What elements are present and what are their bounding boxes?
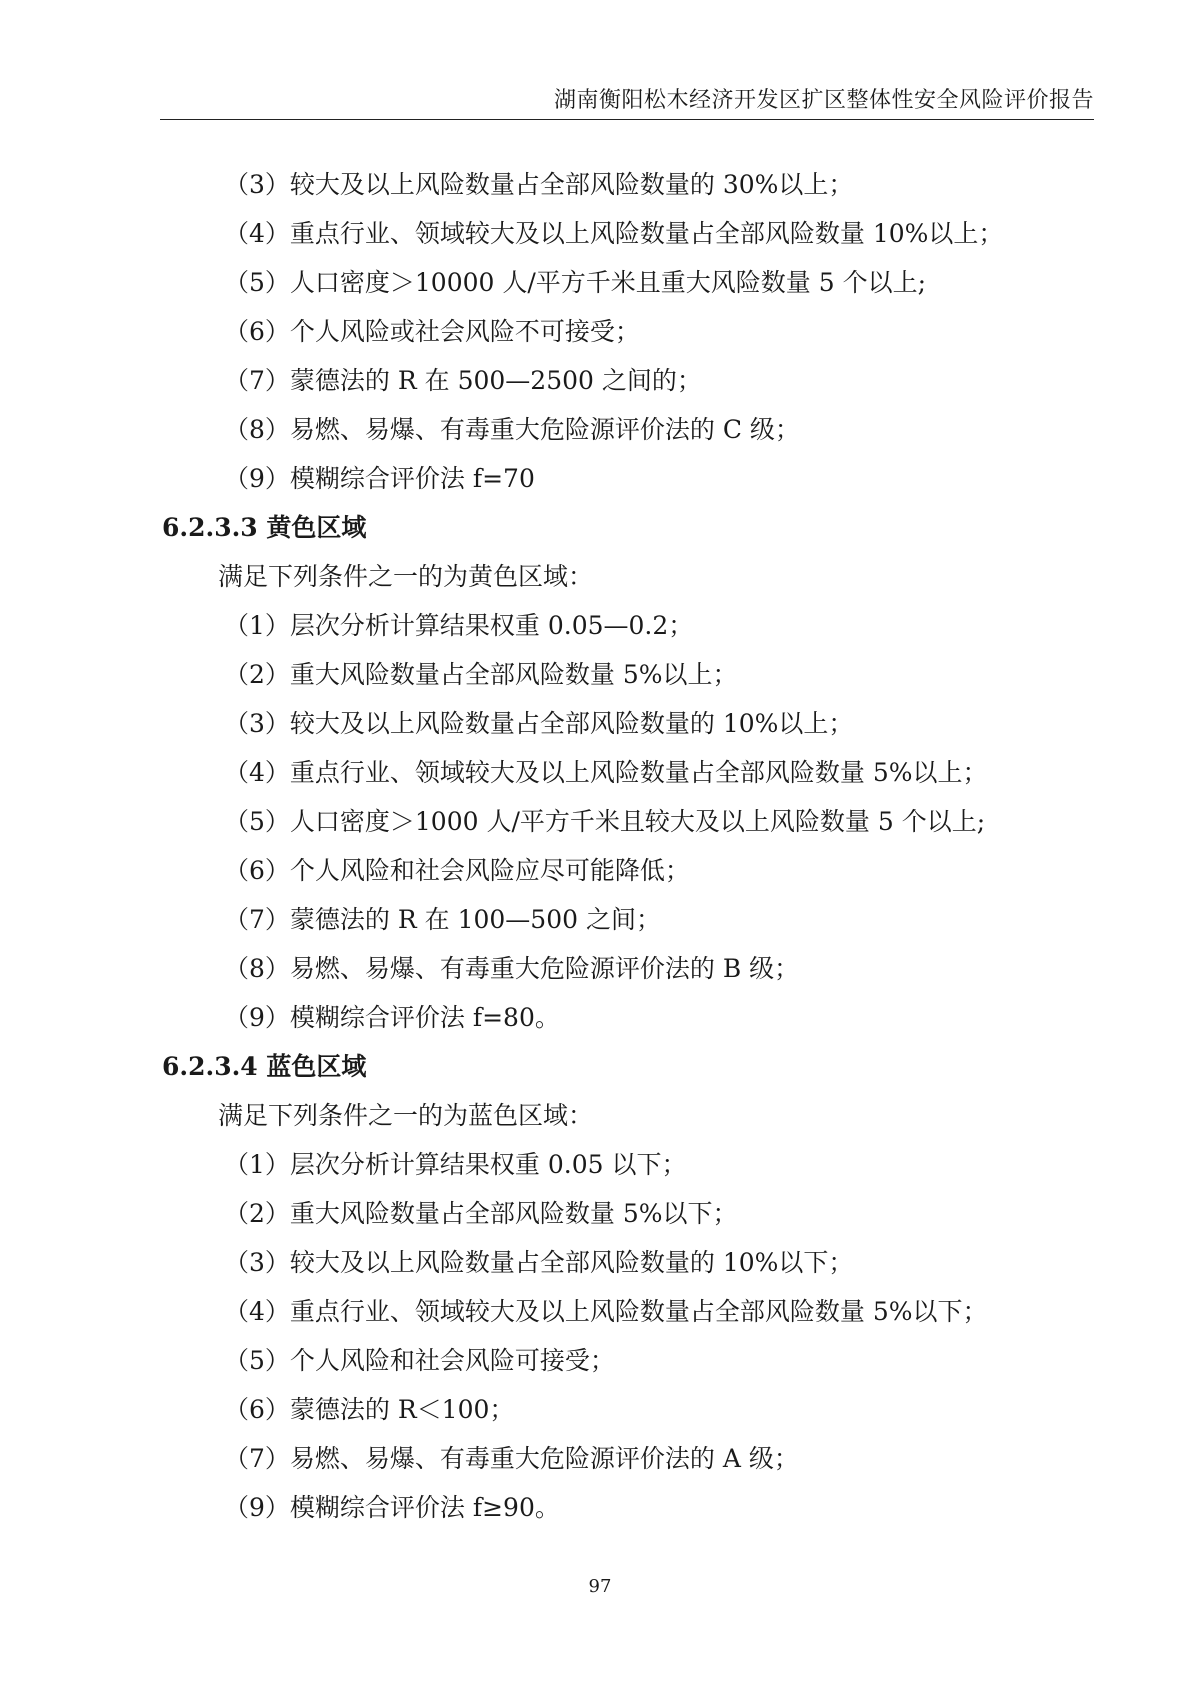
section-heading-yellow: 6.2.3.3 黄色区域 [162, 513, 367, 542]
list-item: （9）模糊综合评价法 f=80。 [224, 1003, 560, 1032]
list-item: （6）蒙德法的 R＜100； [224, 1395, 515, 1424]
list-item: （4）重点行业、领域较大及以上风险数量占全部风险数量 5%以上； [224, 758, 988, 787]
list-item: （6）个人风险和社会风险应尽可能降低； [224, 856, 690, 885]
list-item: （5）个人风险和社会风险可接受； [224, 1346, 615, 1375]
header-rule [160, 119, 1094, 120]
list-item: （9）模糊综合评价法 f=70 [224, 464, 535, 493]
list-item: （1）层次分析计算结果权重 0.05 以下； [224, 1150, 687, 1179]
page-body [160, 160, 1094, 1532]
list-item: （7）蒙德法的 R 在 500—2500 之间的； [224, 366, 702, 395]
list-item: （2）重大风险数量占全部风险数量 5%以上； [224, 660, 738, 689]
section-intro-blue: 满足下列条件之一的为蓝色区域： [218, 1101, 594, 1130]
list-item: （3）较大及以上风险数量占全部风险数量的 30%以上； [224, 170, 854, 199]
list-item: （7）蒙德法的 R 在 100—500 之间； [224, 905, 661, 934]
list-item: （1）层次分析计算结果权重 0.05—0.2； [224, 611, 694, 640]
list-item: （8）易燃、易爆、有毒重大危险源评价法的 B 级； [224, 954, 800, 983]
section-intro-yellow: 满足下列条件之一的为黄色区域： [218, 562, 594, 591]
page-number: 97 [588, 1576, 612, 1597]
list-item: （9）模糊综合评价法 f≥90。 [224, 1493, 560, 1522]
list-item: （5）人口密度＞1000 人/平方千米且较大及以上风险数量 5 个以上; [224, 807, 986, 836]
list-item: （4）重点行业、领域较大及以上风险数量占全部风险数量 10%以上； [224, 219, 1004, 248]
list-item: （3）较大及以上风险数量占全部风险数量的 10%以下； [224, 1248, 854, 1277]
list-item: （5）人口密度＞10000 人/平方千米且重大风险数量 5 个以上; [224, 268, 927, 297]
list-item: （8）易燃、易爆、有毒重大危险源评价法的 C 级； [224, 415, 800, 444]
list-item: （2）重大风险数量占全部风险数量 5%以下； [224, 1199, 738, 1228]
list-item: （4）重点行业、领域较大及以上风险数量占全部风险数量 5%以下； [224, 1297, 988, 1326]
list-item: （6）个人风险或社会风险不可接受； [224, 317, 640, 346]
list-item: （7）易燃、易爆、有毒重大危险源评价法的 A 级； [224, 1444, 799, 1473]
running-header: 湖南衡阳松木经济开发区扩区整体性安全风险评价报告 [553, 88, 1094, 113]
list-item: （3）较大及以上风险数量占全部风险数量的 10%以上； [224, 709, 854, 738]
section-heading-blue: 6.2.3.4 蓝色区域 [162, 1052, 367, 1081]
